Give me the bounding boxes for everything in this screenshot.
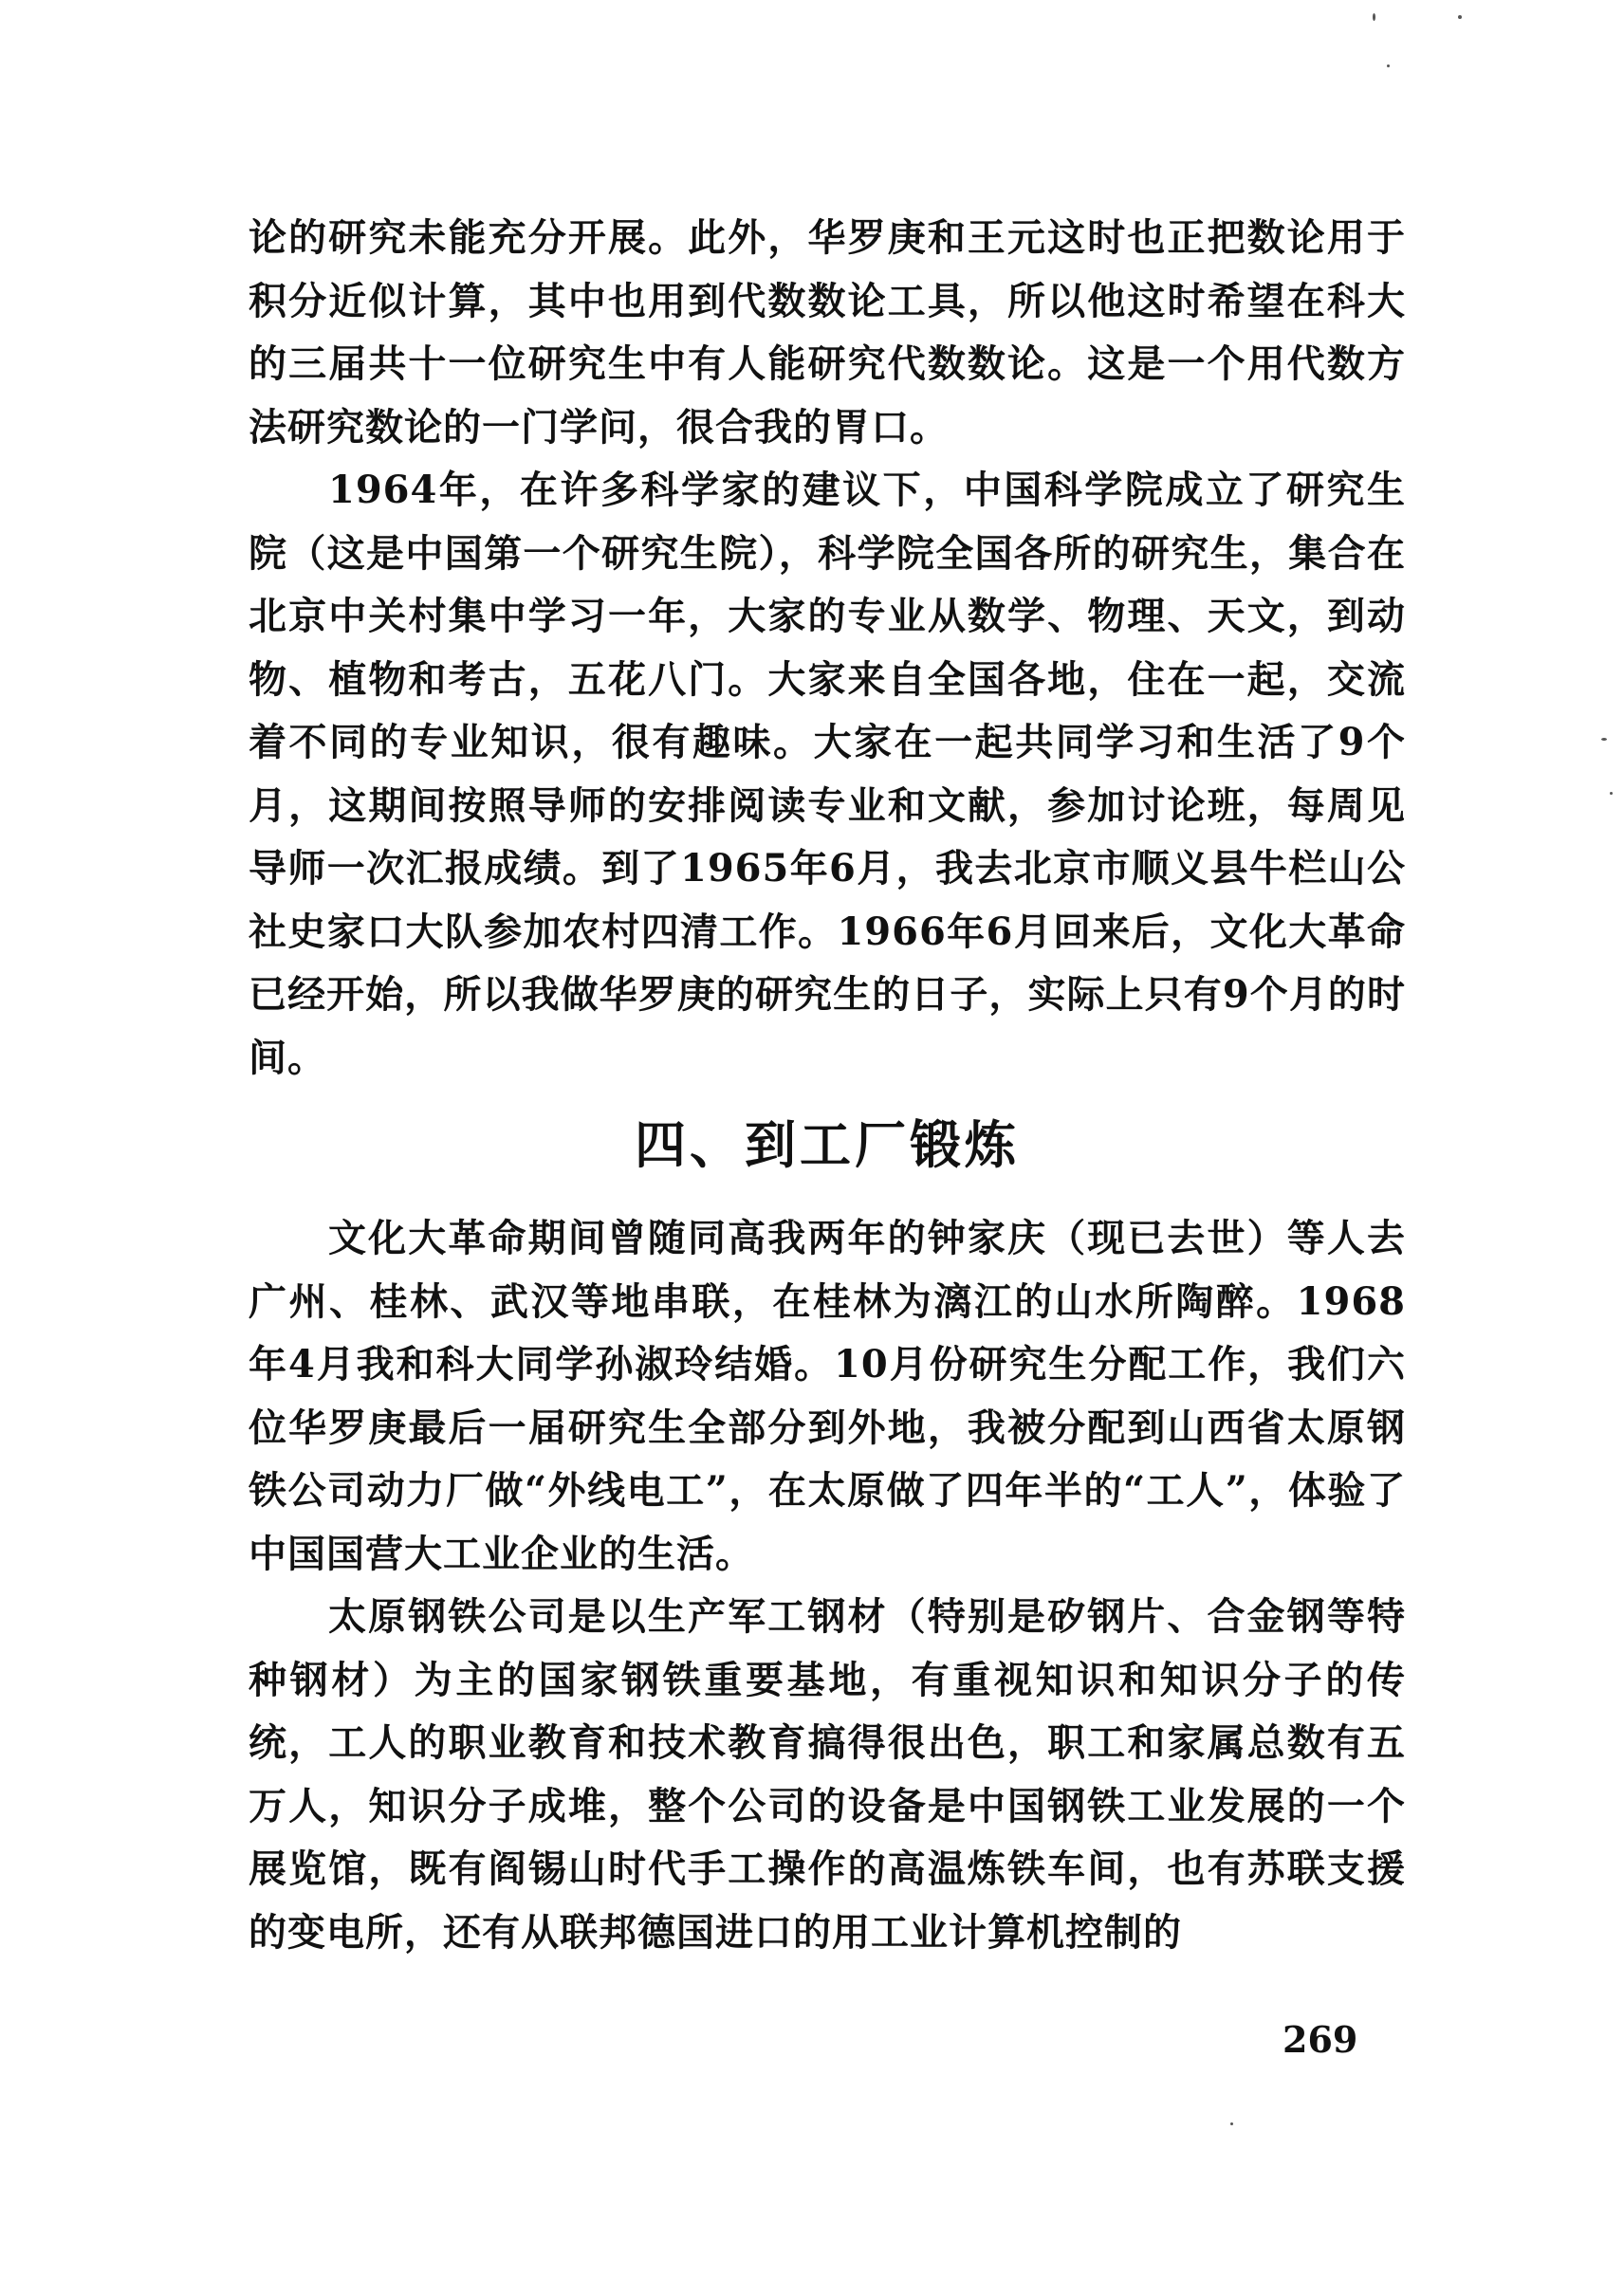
paragraph-3: 文化大革命期间曾随同高我两年的钟家庆（现已去世）等人去广州、桂林、武汉等地串联，在桂林为漓江的山水所陶醉。1968年4月我和科大同学孙淑玲结婚。10月份研究生分配工作，我们六位华罗庚最后一届研究生全部分到外地，我被分配到山西省太原钢铁公司动力厂做“外线电工”，在太原做了四年半的“工人”，体验了中国国营大工业企业的生活。: [249, 1216, 1406, 1576]
scan-speck: [1458, 15, 1462, 19]
page-body: [249, 207, 1406, 1964]
page-number: 269: [1283, 2018, 1358, 2061]
scan-speck: [1387, 64, 1390, 67]
section-heading: 四、到工厂锻炼: [635, 1115, 1020, 1175]
paragraph-2: 1964年，在许多科学家的建议下，中国科学院成立了研究生院（这是中国第一个研究生院），科学院全国各所的研究生，集合在北京中关村集中学习一年，大家的专业从数学、物理、天文，到动物、植物和考古，五花八门。大家来自全国各地，住在一起，交流着不同的专业知识，很有趣味。大家在一起共同学习和生活了9个月，这期间按照导师的安排阅读专业和文献，参加讨论班，每周见导师一次汇报成绩。到了1965年6月，我去北京市顺义县牛栏山公社史家口大队参加农村四清工作。1966年6月回来后，文化大革命已经开始，所以我做华罗庚的研究生的日子，实际上只有9个月的时间。: [249, 468, 1406, 1080]
scan-speck: [1601, 738, 1607, 741]
scan-speck: [1373, 13, 1375, 21]
scan-speck: [1230, 2122, 1233, 2125]
scan-speck: [1610, 792, 1613, 795]
paragraph-4: 太原钢铁公司是以生产军工钢材（特别是矽钢片、合金钢等特种钢材）为主的国家钢铁重要基地，有重视知识和知识分子的传统，工人的职业教育和技术教育搞得很出色，职工和家属总数有五万人，知识分子成堆，整个公司的设备是中国钢铁工业发展的一个展览馆，既有阎锡山时代手工操作的高温炼铁车间，也有苏联支援的变电所，还有从联邦德国进口的用工业计算机控制的: [249, 1594, 1406, 1955]
paragraph-1: 论的研究未能充分开展。此外，华罗庚和王元这时也正把数论用于积分近似计算，其中也用到代数数论工具，所以他这时希望在科大的三届共十一位研究生中有人能研究代数数论。这是一个用代数方法研究数论的一门学问，很合我的胃口。: [249, 215, 1406, 450]
